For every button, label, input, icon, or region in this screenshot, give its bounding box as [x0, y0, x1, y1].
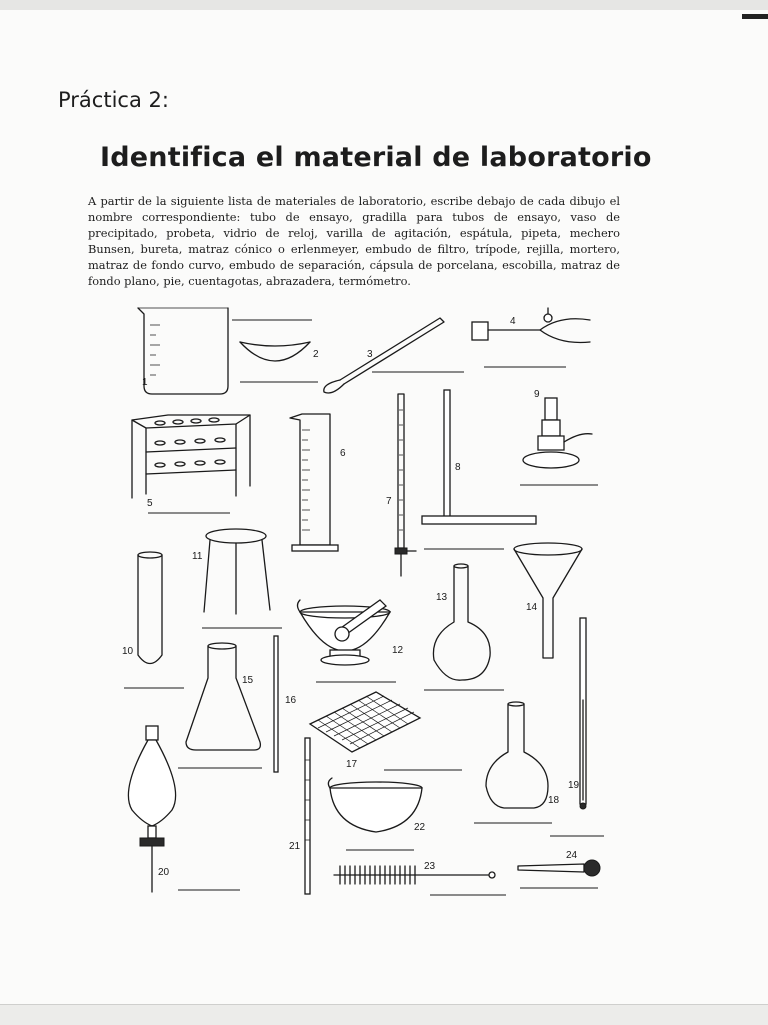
test-tube-drawing: [138, 552, 162, 664]
support-stand-drawing: [422, 390, 536, 524]
item-number-3: 3: [367, 349, 373, 360]
porcelain-dish-drawing: [328, 778, 422, 832]
pipette-drawing: [305, 738, 310, 894]
beaker-drawing: [138, 308, 228, 394]
burette-drawing: [395, 394, 416, 576]
item-number-21: 21: [289, 841, 301, 852]
item-number-13: 13: [436, 592, 448, 603]
mortar-pestle-drawing: [298, 600, 391, 665]
practice-label: Práctica 2:: [58, 88, 169, 112]
item-number-23: 23: [424, 861, 436, 872]
dropper-drawing: [518, 860, 600, 876]
page-title: Identifica el material de laboratorio: [100, 142, 652, 173]
test-tube-brush-drawing: [334, 866, 495, 884]
item-number-20: 20: [158, 867, 170, 878]
wire-gauze-drawing: [310, 692, 420, 752]
clamp-drawing: [472, 308, 590, 343]
item-number-18: 18: [548, 795, 560, 806]
test-tube-rack-drawing: [132, 415, 250, 498]
scan-mark: [742, 14, 768, 19]
graduated-cylinder-drawing: [290, 414, 338, 551]
item-number-1: 1: [142, 377, 148, 388]
spatula-drawing: [324, 318, 444, 393]
item-number-14: 14: [526, 602, 538, 613]
item-number-4: 4: [510, 316, 516, 327]
item-number-8: 8: [455, 462, 461, 473]
item-number-12: 12: [392, 645, 404, 656]
item-number-7: 7: [386, 496, 392, 507]
stirring-rod-drawing: [274, 636, 278, 772]
item-number-15: 15: [242, 675, 254, 686]
instructions-paragraph: A partir de la siguiente lista de materiales de laboratorio, escribe debajo de cada dibujo el nombre correspondiente: tubo de ensayo, gradilla para tubos de ensayo, vaso de precipitado, probeta, vidrio de reloj, varilla de agitación, espátula, pipeta, mechero Bunsen, bureta, matraz cónico o erlenmeyer, embudo de filtro, trípode, rejilla, mortero, matraz de fondo curvo, embudo de separación, cápsula de porcelana, escobilla, matraz de fondo plano, pie, cuentagotas, abrazadera, termómetro.: [88, 194, 620, 289]
watch-glass-drawing: [240, 342, 310, 361]
item-number-19: 19: [568, 780, 580, 791]
item-number-17: 17: [346, 759, 358, 770]
item-number-24: 24: [566, 850, 578, 861]
item-number-6: 6: [340, 448, 346, 459]
funnel-drawing: [514, 543, 582, 658]
tripod-drawing: [204, 529, 270, 614]
item-number-9: 9: [534, 389, 540, 400]
item-number-22: 22: [414, 822, 426, 833]
item-number-5: 5: [147, 498, 153, 509]
scan-edge-bottom: [0, 1004, 768, 1025]
round-bottom-flask-drawing: [433, 564, 490, 680]
flat-bottom-flask-drawing: [486, 702, 548, 808]
item-number-10: 10: [122, 646, 134, 657]
lab-equipment-illustrations: [0, 290, 768, 930]
thermometer-drawing: [580, 618, 586, 809]
item-number-11: 11: [192, 551, 203, 562]
erlenmeyer-flask-drawing: [186, 643, 260, 750]
bunsen-burner-drawing: [523, 398, 592, 468]
item-number-16: 16: [285, 695, 297, 706]
scan-edge-top: [0, 0, 768, 10]
item-number-2: 2: [313, 349, 319, 360]
